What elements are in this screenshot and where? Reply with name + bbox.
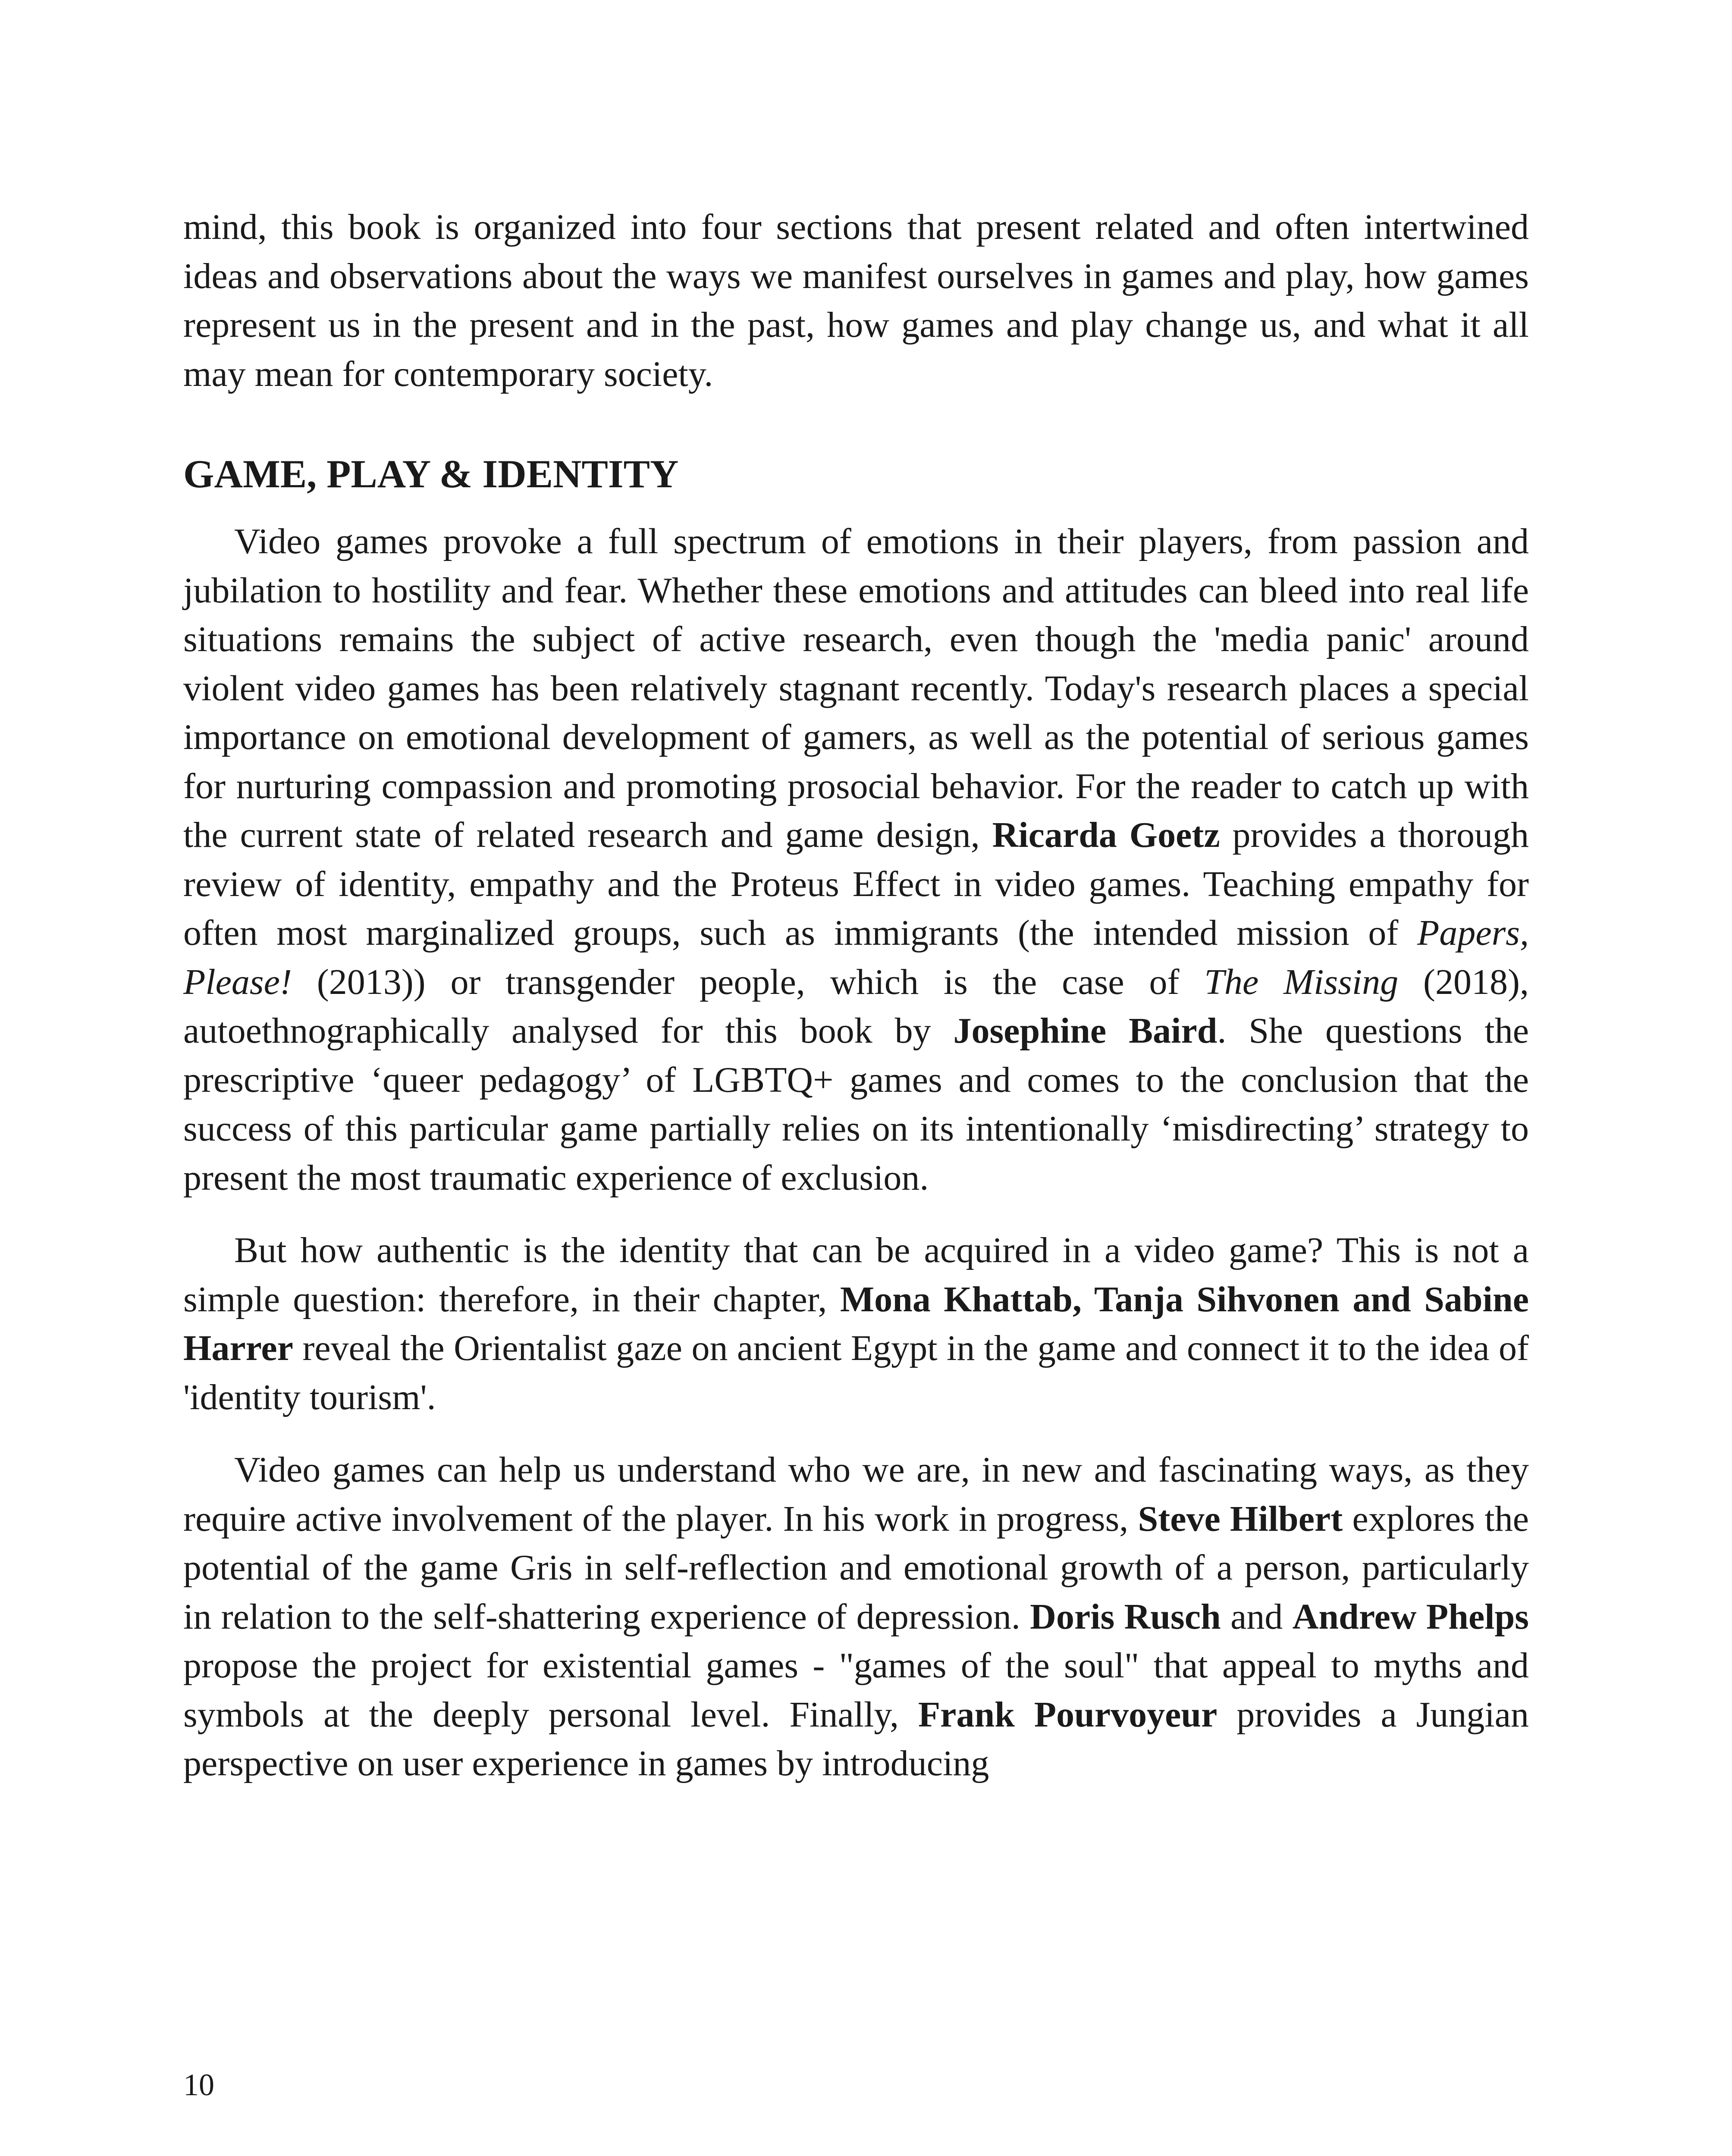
text-run: (2013)) or transgender people, which is the case of <box>292 962 1205 1002</box>
section-heading: GAME, PLAY & IDENTITY <box>183 452 679 496</box>
author-name: Frank Pourvoyeur <box>918 1694 1217 1735</box>
text-run: . She questions the prescriptive ‘queer pedagogy’ of LGBTQ+ games and comes to the conclusion that the success of this particular game partially relies on its intentionally ‘misdirecting’ strategy to present the most traumatic experience of exclusion. <box>183 1011 1529 1198</box>
paragraph-identity-tourism <box>183 1226 1529 1422</box>
text-run: and <box>1221 1596 1293 1637</box>
author-name: Josephine Baird <box>953 1011 1217 1051</box>
author-names: Mona Khattab, Tanja Sihvonen and Sabine Harrer <box>183 1279 1529 1368</box>
author-name: Steve Hilbert <box>1138 1498 1343 1539</box>
text-run: propose the project for existential games - "games of the soul" that appeal to myths and symbols at the deeply personal level. Finally, <box>183 1645 1529 1735</box>
text-run: explores the potential of the game Gris in self-reflection and emotional growth of a person, particularly in relation to the self-shattering experience of depression. <box>183 1498 1529 1637</box>
game-title: The Missing <box>1204 962 1399 1002</box>
intro-paragraph <box>183 203 1529 398</box>
text-run: provides a thorough review of identity, empathy and the Proteus Effect in video games. Teaching empathy for often most marginalized groups, such as immigrants (the intended mission of <box>183 815 1529 953</box>
text-run: provides a Jungian perspective on user experience in games by introducing <box>183 1694 1529 1783</box>
intro-text: mind, this book is organized into four sections that present related and often intertwined ideas and observations about the ways we manifest ourselves in games and play, how games represent us in the present and in the past, how games and play change us, and what it all may mean for contemporary society. <box>183 207 1529 394</box>
paragraph-identity-empathy <box>183 517 1529 1202</box>
page-body <box>183 203 1529 1788</box>
text-run: But how authentic is the identity that can be acquired in a video game? This is not a simple question: therefore, in their chapter, <box>183 1230 1529 1319</box>
text-run: Video games can help us understand who we are, in new and fascinating ways, as they require active involvement of the player. In his work in progress, <box>183 1450 1529 1539</box>
text-run: Video games provoke a full spectrum of emotions in their players, from passion and jubilation to hostility and fear. Whether these emotions and attitudes can bleed into real life situations remains the subject of active research, even though the 'media panic' around violent video games has been relatively stagnant recently. Today's research places a special importance on emotional development of gamers, as well as the potential of serious games for nurturing compassion and promoting prosocial behavior. For the reader to catch up with the current state of related research and game design, <box>183 521 1529 855</box>
text-run: (2018), autoethnographically analysed for this book by <box>183 962 1529 1051</box>
text-run: reveal the Orientalist gaze on ancient Egypt in the game and connect it to the idea of 'identity tourism'. <box>183 1328 1529 1417</box>
author-name: Andrew Phelps <box>1292 1596 1529 1637</box>
author-name: Ricarda Goetz <box>992 815 1220 855</box>
paragraph-self-understanding <box>183 1445 1529 1788</box>
page-number: 10 <box>183 2068 214 2102</box>
author-name: Doris Rusch <box>1030 1596 1221 1637</box>
game-title: Papers, Please! <box>183 913 1529 1002</box>
